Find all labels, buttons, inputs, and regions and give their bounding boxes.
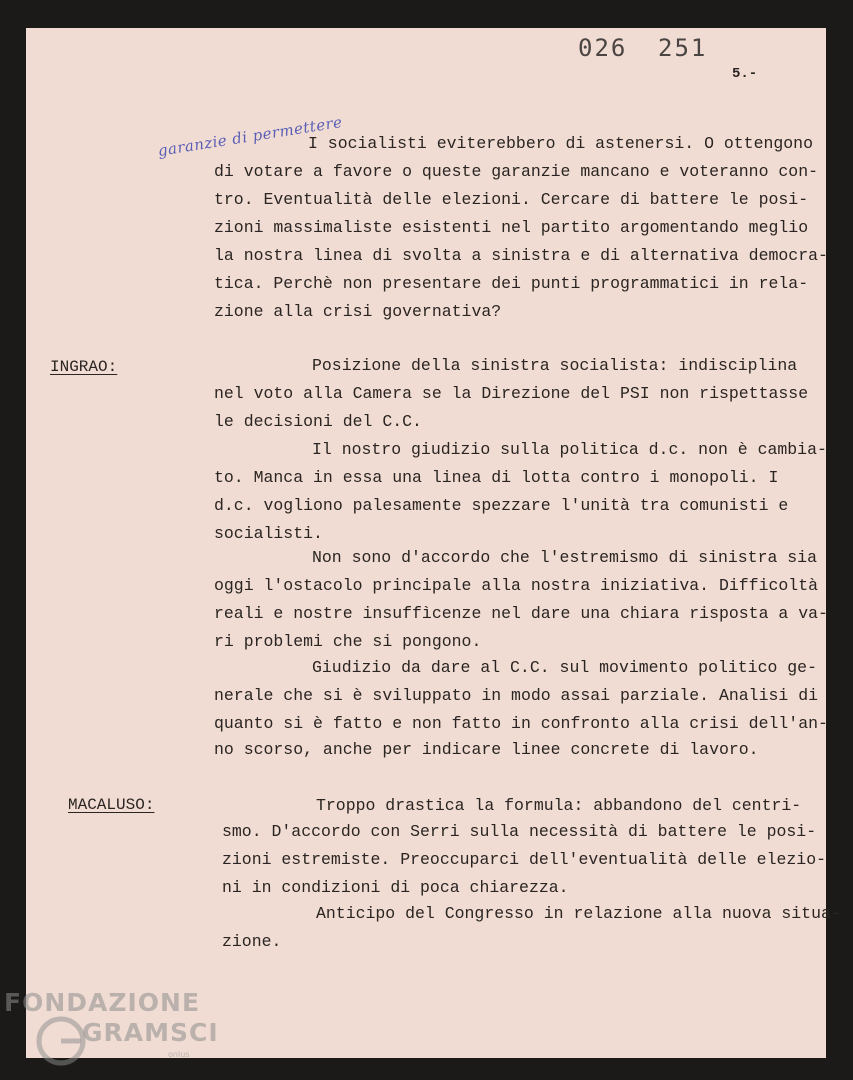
text-line: zioni massimaliste esistenti nel partito argomentando meglio xyxy=(214,218,809,237)
speaker-macaluso: MACALUSO: xyxy=(68,796,155,814)
text-line: I socialisti eviterebbero di astenersi. O ottengono xyxy=(308,134,813,153)
logo-g-icon xyxy=(34,1014,88,1068)
page-number: 5.- xyxy=(732,66,758,82)
text-line: d.c. vogliono palesamente spezzare l'unità tra comunisti e xyxy=(214,496,789,515)
archive-number-right: 251 xyxy=(658,34,708,62)
text-line: nerale che si è sviluppato in modo assai parziale. Analisi di xyxy=(214,686,818,705)
archive-number-left: 026 xyxy=(578,34,628,62)
text-line: Troppo drastica la formula: abbandono del centri- xyxy=(316,796,802,815)
text-line: di votare a favore o queste garanzie mancano e voteranno con- xyxy=(214,162,818,181)
logo-text-line2: GRAMSCI xyxy=(82,1018,219,1047)
logo-subtext: onlus xyxy=(168,1050,190,1059)
text-line: zione alla crisi governativa? xyxy=(214,302,502,321)
text-line: quanto si è fatto e non fatto in confronto alla crisi dell'an- xyxy=(214,714,828,733)
fondazione-gramsci-logo xyxy=(4,988,219,1068)
text-line: smo. D'accordo con Serri sulla necessità di battere le posi- xyxy=(222,822,817,841)
text-line: Giudizio da dare al C.C. sul movimento politico ge- xyxy=(312,658,817,677)
text-line: socialisti. xyxy=(214,524,323,543)
text-line: le decisioni del C.C. xyxy=(214,412,422,431)
text-line: zioni estremiste. Preoccuparci dell'eventualità delle elezio- xyxy=(222,850,826,869)
text-line: Posizione della sinistra socialista: indisciplina xyxy=(312,356,798,375)
text-line: ri problemi che si pongono. xyxy=(214,632,482,651)
text-line: reali e nostre insuffìcenze nel dare una chiara risposta a va- xyxy=(214,604,828,623)
text-line: oggi l'ostacolo principale alla nostra iniziativa. Difficoltà xyxy=(214,576,818,595)
text-line: Non sono d'accordo che l'estremismo di sinistra sia xyxy=(312,548,817,567)
text-line: Anticipo del Congresso in relazione alla nuova situa- xyxy=(316,904,841,923)
speaker-ingrao: INGRAO: xyxy=(50,358,118,376)
handwritten-annotation: garanzie di permettere xyxy=(156,112,344,160)
text-line: no scorso, anche per indicare linee concrete di lavoro. xyxy=(214,740,759,759)
text-line: tro. Eventualità delle elezioni. Cercare di battere le posi- xyxy=(214,190,809,209)
text-line: nel voto alla Camera se la Direzione del PSI non rispettasse xyxy=(214,384,809,403)
text-line: tica. Perchè non presentare dei punti programmatici in rela- xyxy=(214,274,809,293)
text-line: Il nostro giudizio sulla politica d.c. non è cambia- xyxy=(312,440,827,459)
text-line: to. Manca in essa una linea di lotta contro i monopoli. I xyxy=(214,468,779,487)
logo-text-line1: FONDAZIONE xyxy=(4,988,201,1017)
text-line: la nostra linea di svolta a sinistra e di alternativa democra- xyxy=(214,246,828,265)
text-line: zione. xyxy=(222,932,282,951)
text-line: ni in condizioni di poca chiarezza. xyxy=(222,878,569,897)
